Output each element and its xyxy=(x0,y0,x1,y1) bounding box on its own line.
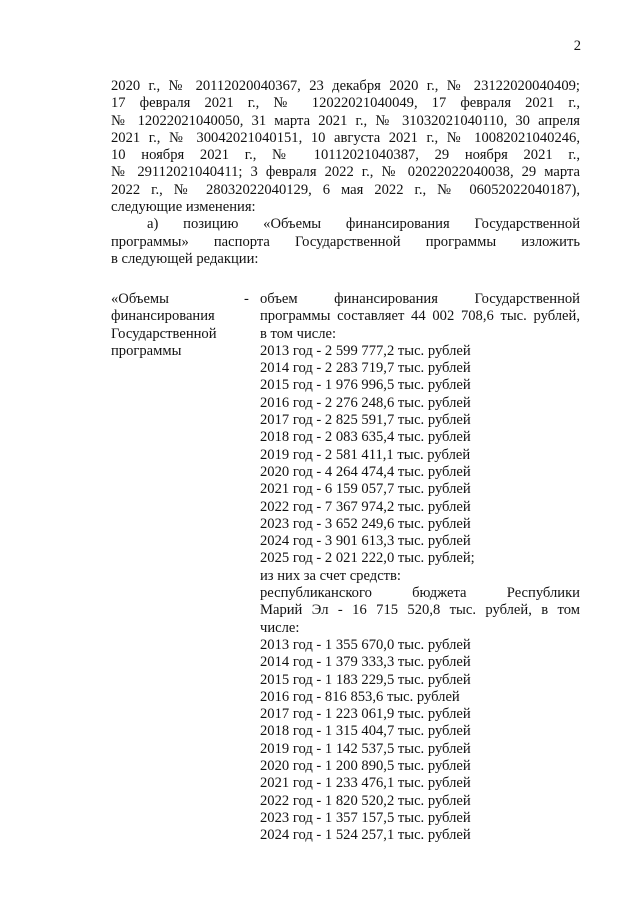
republic-year-item: 2014 год - 1 379 333,3 тыс. рублей xyxy=(260,654,471,671)
republic-year-item: 2013 год - 1 355 670,0 тыс. рублей xyxy=(260,636,471,653)
item-a-line: а) позицию «Объемы финансирования Государственной xyxy=(147,216,580,233)
republic-year-item: 2015 год - 1 183 229,5 тыс. рублей xyxy=(260,671,471,688)
item-a-line: в следующей редакции: xyxy=(111,250,259,267)
total-year-item: 2016 год - 2 276 248,6 тыс. рублей xyxy=(260,394,471,411)
intro-line: № 12022021040050, 31 марта 2021 г., № 31032021040110, 30 апреля xyxy=(111,112,580,129)
total-year-item: 2019 год - 2 581 411,1 тыс. рублей xyxy=(260,446,471,463)
total-line: в том числе: xyxy=(260,325,337,342)
republic-line: Марий Эл - 16 715 520,8 тыс. рублей, в том xyxy=(260,602,580,619)
republic-year-item: 2023 год - 1 357 157,5 тыс. рублей xyxy=(260,809,471,826)
intro-line: № 29112021040411; 3 февраля 2022 г., № 02022022040038, 29 марта xyxy=(111,164,580,181)
total-year-item: 2015 год - 1 976 996,5 тыс. рублей xyxy=(260,377,471,394)
total-year-item: 2014 год - 2 283 719,7 тыс. рублей xyxy=(260,360,471,377)
intro-line: 2022 г., № 28032022040129, 6 мая 2022 г., № 06052022040187), xyxy=(111,181,580,198)
republic-line: числе: xyxy=(260,619,300,636)
total-year-item: 2020 год - 4 264 474,4 тыс. рублей xyxy=(260,463,471,480)
total-year-item: 2024 год - 3 901 613,3 тыс. рублей xyxy=(260,533,471,550)
republic-year-item: 2022 год - 1 820 520,2 тыс. рублей xyxy=(260,792,471,809)
total-year-item: 2013 год - 2 599 777,2 тыс. рублей xyxy=(260,342,471,359)
intro-line: следующие изменения: xyxy=(111,199,256,216)
total-year-item: 2018 год - 2 083 635,4 тыс. рублей xyxy=(260,429,471,446)
financing-details xyxy=(260,291,580,845)
republic-year-item: 2021 год - 1 233 476,1 тыс. рублей xyxy=(260,775,471,792)
total-year-item: 2022 год - 7 367 974,2 тыс. рублей xyxy=(260,498,471,515)
republic-year-item: 2017 год - 1 223 061,9 тыс. рублей xyxy=(260,706,471,723)
label-line: Государственной xyxy=(111,325,217,342)
total-line: программы составляет 44 002 708,6 тыс. рублей, xyxy=(260,308,580,325)
sources-intro: из них за счет средств: xyxy=(260,567,401,584)
total-year-item: 2021 год - 6 159 057,7 тыс. рублей xyxy=(260,481,471,498)
label-line: программы xyxy=(111,342,182,359)
total-year-item: 2017 год - 2 825 591,7 тыс. рублей xyxy=(260,412,471,429)
intro-line: 10 ноября 2021 г., № 10112021040387, 29 ноября 2021 г., xyxy=(111,147,580,164)
label-dash: - xyxy=(244,291,249,307)
item-a-line: программы» паспорта Государственной программы изложить xyxy=(111,233,580,250)
intro-paragraph xyxy=(111,78,580,268)
intro-line: 17 февраля 2021 г., № 12022021040049, 17 февраля 2021 г., xyxy=(111,95,580,112)
total-year-item: 2023 год - 3 652 249,6 тыс. рублей xyxy=(260,515,471,532)
label-line: финансирования xyxy=(111,308,215,325)
republic-year-item: 2018 год - 1 315 404,7 тыс. рублей xyxy=(260,723,471,740)
republic-line: республиканского бюджета Республики xyxy=(260,585,580,602)
page-number: 2 xyxy=(573,38,581,54)
republic-year-item: 2024 год - 1 524 257,1 тыс. рублей xyxy=(260,827,471,844)
label-line: «Объемы xyxy=(111,291,169,307)
total-line: объем финансирования Государственной xyxy=(260,291,580,307)
intro-line: 2020 г., № 20112020040367, 23 декабря 2020 г., № 23122020040409; xyxy=(111,78,580,94)
republic-year-item: 2020 год - 1 200 890,5 тыс. рублей xyxy=(260,758,471,775)
intro-line: 2021 г., № 30042021040151, 10 августа 2021 г., № 10082021040246, xyxy=(111,129,580,146)
republic-year-item: 2016 год - 816 853,6 тыс. рублей xyxy=(260,688,460,705)
republic-year-item: 2019 год - 1 142 537,5 тыс. рублей xyxy=(260,740,471,757)
total-year-item: 2025 год - 2 021 222,0 тыс. рублей; xyxy=(260,550,475,567)
position-label xyxy=(111,291,246,360)
